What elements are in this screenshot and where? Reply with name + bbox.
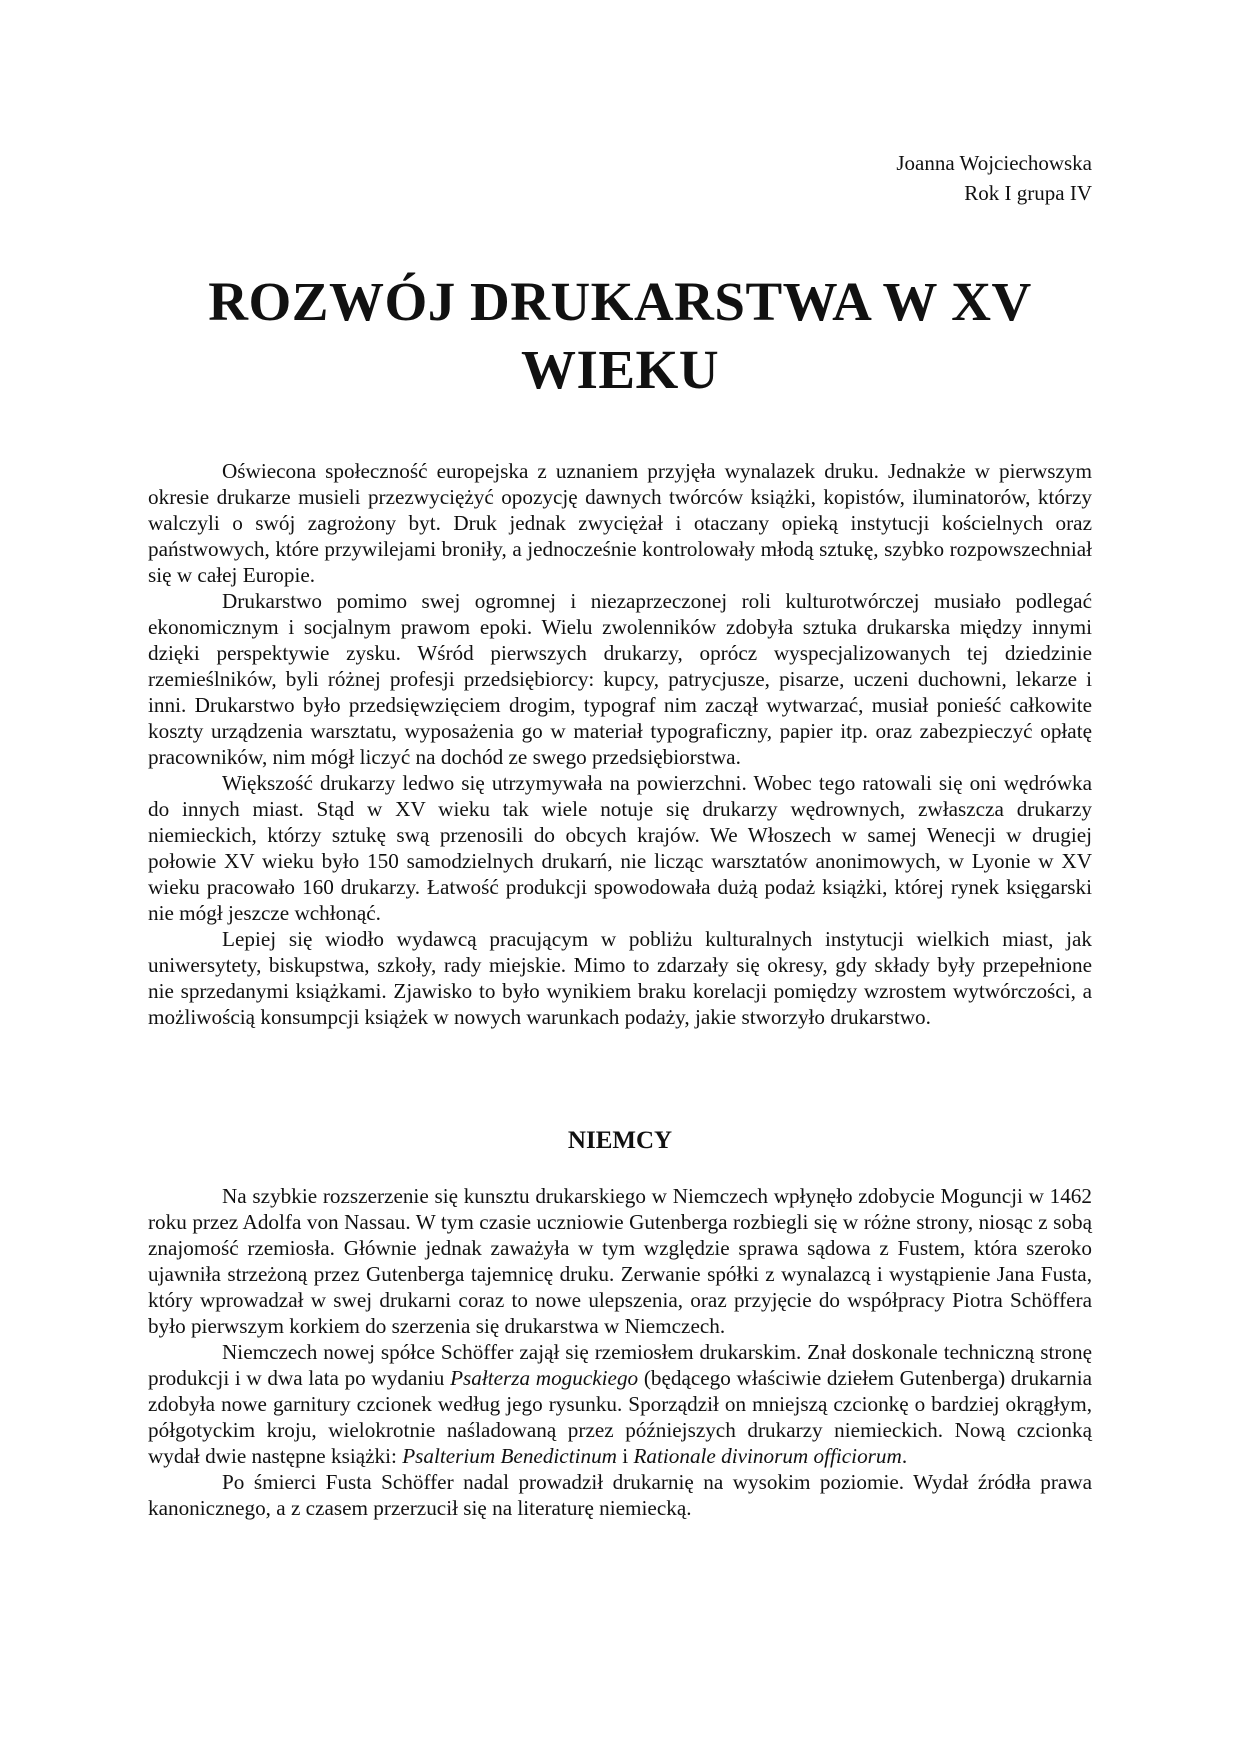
paragraph [148,1339,1092,1469]
niemcy-section [148,1183,1092,1521]
author-group: Rok I grupa IV [964,181,1092,205]
paragraph: Oświecona społeczność europejska z uznaniem przyjęła wynalazek druku. Jednakże w pierwszym okresie drukarze musieli przezwyciężyć opozycję dawnych twórców książki, kopistów, iluminatorów, którzy walczyli o swój zagrożony byt. Druk jednak zwyciężał i otaczany opieką instytucji kościelnych oraz państwowych, które przywilejami broniły, a jednocześnie kontrolowały młodą sztukę, szybko rozpowszechniał się w całej Europie. [148,459,1092,587]
book-title-italic: Psalterium Benedictinum [402,1444,617,1468]
author-block [896,148,1092,208]
text-run: . [901,1444,908,1468]
book-title-italic: Rationale divinorum officiorum [633,1444,902,1468]
text-run: i [616,1444,634,1468]
paragraph: Po śmierci Fusta Schöffer nadal prowadził drukarnię na wysokim poziomie. Wydał źródła prawa kanonicznego, a z czasem przerzucił się na literaturę niemiecką. [148,1470,1092,1520]
book-title-italic: Psałterza moguckiego [450,1366,639,1390]
paragraph: Na szybkie rozszerzenie się kunsztu drukarskiego w Niemczech wpłynęło zdobycie Moguncji w 1462 roku przez Adolfa von Nassau. W tym czasie uczniowie Gutenberga rozbiegli się w różne strony, niosąc z sobą znajomość rzemiosła. Głównie jednak zaważyła w tym względzie sprawa sądowa z Fustem, która szeroko ujawniła strzeżoną przez Gutenberga tajemnicę druku. Zerwanie spółki z wynalazcą i wystąpienie Jana Fusta, który wprowadzał w swej drukarni coraz to nowe ulepszenia, oraz przyjęcie do współpracy Piotra Schöffera było pierwszym korkiem do szerzenia się drukarstwa w Niemczech. [148,1184,1092,1338]
paragraph: Większość drukarzy ledwo się utrzymywała na powierzchni. Wobec tego ratowali się oni wędrówka do innych miast. Stąd w XV wieku tak wiele notuje się drukarzy wędrownych, zwłaszcza drukarzy niemieckich, którzy sztukę swą przenosili do obcych krajów. We Włoszech w samej Wenecji w drugiej połowie XV wieku było 150 samodzielnych drukarń, nie licząc warsztatów anonimowych, w Lyonie w XV wieku pracowało 160 drukarzy. Łatwość produkcji spowodowała dużą podaż książki, której rynek księgarski nie mógł jeszcze wchłonąć. [148,771,1092,925]
author-name: Joanna Wojciechowska [896,151,1092,175]
section-heading: NIEMCY [567,1127,673,1154]
intro-section [148,458,1092,1030]
text-run: Niemczech nowej spółce Schöffer zajął się rzemiosłem drukarskim. Znał doskonale techniczną stronę produkcji i w dwa lata po wydaniu [148,1340,1092,1390]
text-run: (będącego właściwie dziełem Gutenberga) drukarnia zdobyła nowe garnitury czcionek według jego rysunku. Sporządził on mniejszą czcionkę o bardziej okrągłym, półgotyckim kroju, wielokrotnie naśladowaną przez późniejszych drukarzy niemieckich. Nową czcionką wydał dwie następne książki: [148,1366,1092,1468]
document-title: ROZWÓJ DRUKARSTWA W XV WIEKU [208,271,1032,400]
paragraph: Drukarstwo pomimo swej ogromnej i niezaprzeczonej roli kulturotwórczej musiało podlegać ekonomicznym i socjalnym prawom epoki. Wielu zwolenników zdobyła sztuka drukarska między innymi dzięki perspektywie zysku. Wśród pierwszych drukarzy, oprócz wyspecjalizowanych tej dziedzinie rzemieślników, byli różnej profesji przedsiębiorcy: kupcy, patrycjusze, pisarze, uczeni duchowni, lekarze i inni. Drukarstwo było przedsięwzięciem drogim, typograf nim zaczął wytwarzać, musiał ponieść całkowite koszty urządzenia warsztatu, wyposażenia go w materiał typograficzny, papier itp. oraz zabezpieczyć opłatę pracowników, nim mógł liczyć na dochód ze swego przedsiębiorstwa. [148,589,1092,769]
paragraph: Lepiej się wiodło wydawcą pracującym w pobliżu kulturalnych instytucji wielkich miast, jak uniwersytety, biskupstwa, szkoły, rady miejskie. Mimo to zdarzały się okresy, gdy składy były przepełnione nie sprzedanymi książkami. Zjawisko to było wynikiem braku korelacji pomiędzy wzrostem wytwórczości, a możliwością konsumpcji książek w nowych warunkach podaży, jakie stworzyło drukarstwo. [148,927,1092,1029]
